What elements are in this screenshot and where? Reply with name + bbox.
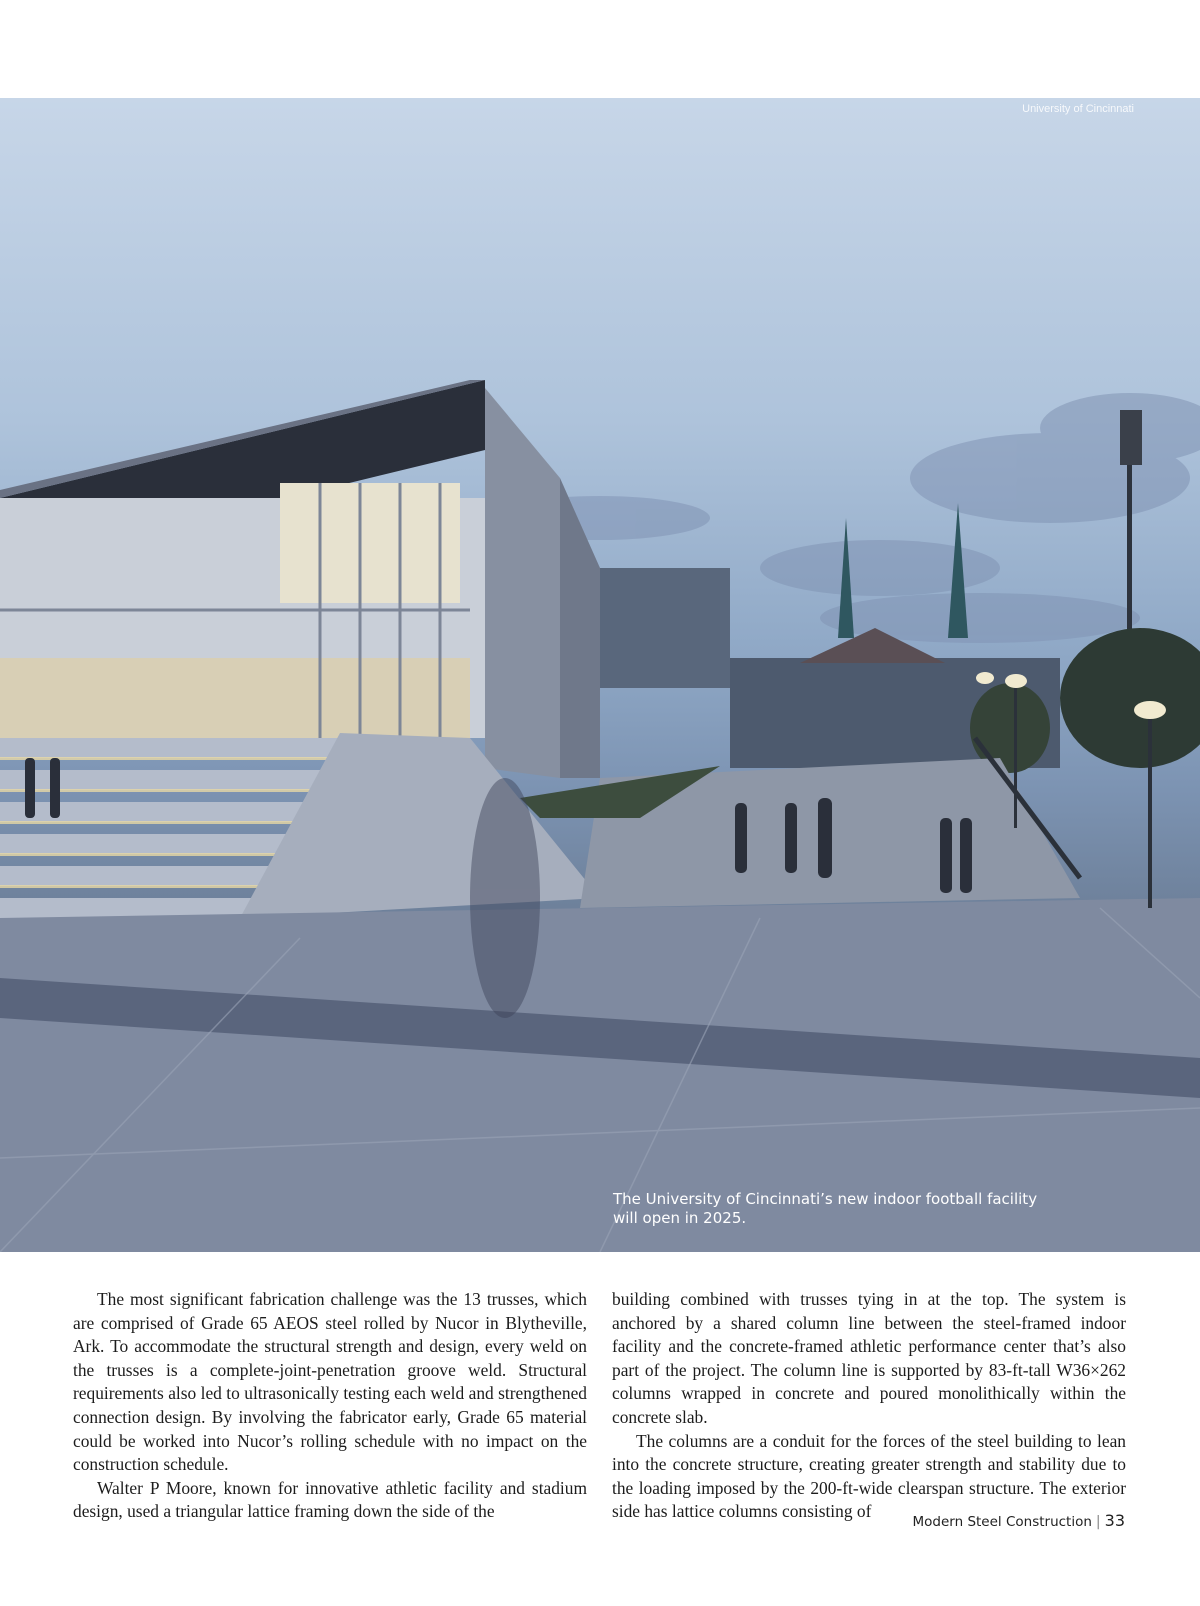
body-paragraph: Walter P Moore, known for innovative athletic facility and stadium design, used a triangular lattice framing down the side of the (73, 1477, 587, 1522)
body-column-left (73, 1288, 587, 1524)
magazine-name: Modern Steel Construction (912, 1514, 1092, 1530)
body-paragraph: The columns are a conduit for the forces of the steel building to lean into the concrete structure, creating greater strength and stability due to the loading imposed by the 200-ft-wide clearspan structure. The exterior side has lattice columns consisting of (612, 1430, 1126, 1522)
footer-separator: | (1095, 1514, 1101, 1530)
body-paragraph: The most significant fabrication challenge was the 13 trusses, which are comprised of Grade 65 AEOS steel rolled by Nucor in Blytheville, Ark. To accommodate the structural strength and design, every weld on the trusses is a complete-joint-penetration groove weld. Structural requirements also led to ultrasonically testing each weld and strengthened connection design. By involving the fabricator early, Grade 65 material could be worked into Nucor’s rolling schedule with no impact on the construction schedule. (73, 1289, 587, 1475)
body-paragraph: building combined with trusses tying in at the top. The system is anchored by a shared column line between the steel-framed indoor facility and the concrete-framed athletic performance center that’s also part of the project. The column line is supported by 83-ft-tall W36×262 columns wrapped in concrete and poured monolithically within the concrete slab. (612, 1289, 1126, 1427)
rendering-illustration (0, 98, 1200, 1252)
facility-rendering-photo (0, 98, 1200, 1252)
page-footer (913, 1511, 1126, 1530)
photo-credit: University of Cincinnati (1022, 103, 1134, 115)
body-column-right (612, 1288, 1126, 1524)
page-number: 33 (1104, 1511, 1125, 1530)
photo-caption: The University of Cincinnati’s new indoor football facility will open in 2025. (613, 1190, 1038, 1227)
